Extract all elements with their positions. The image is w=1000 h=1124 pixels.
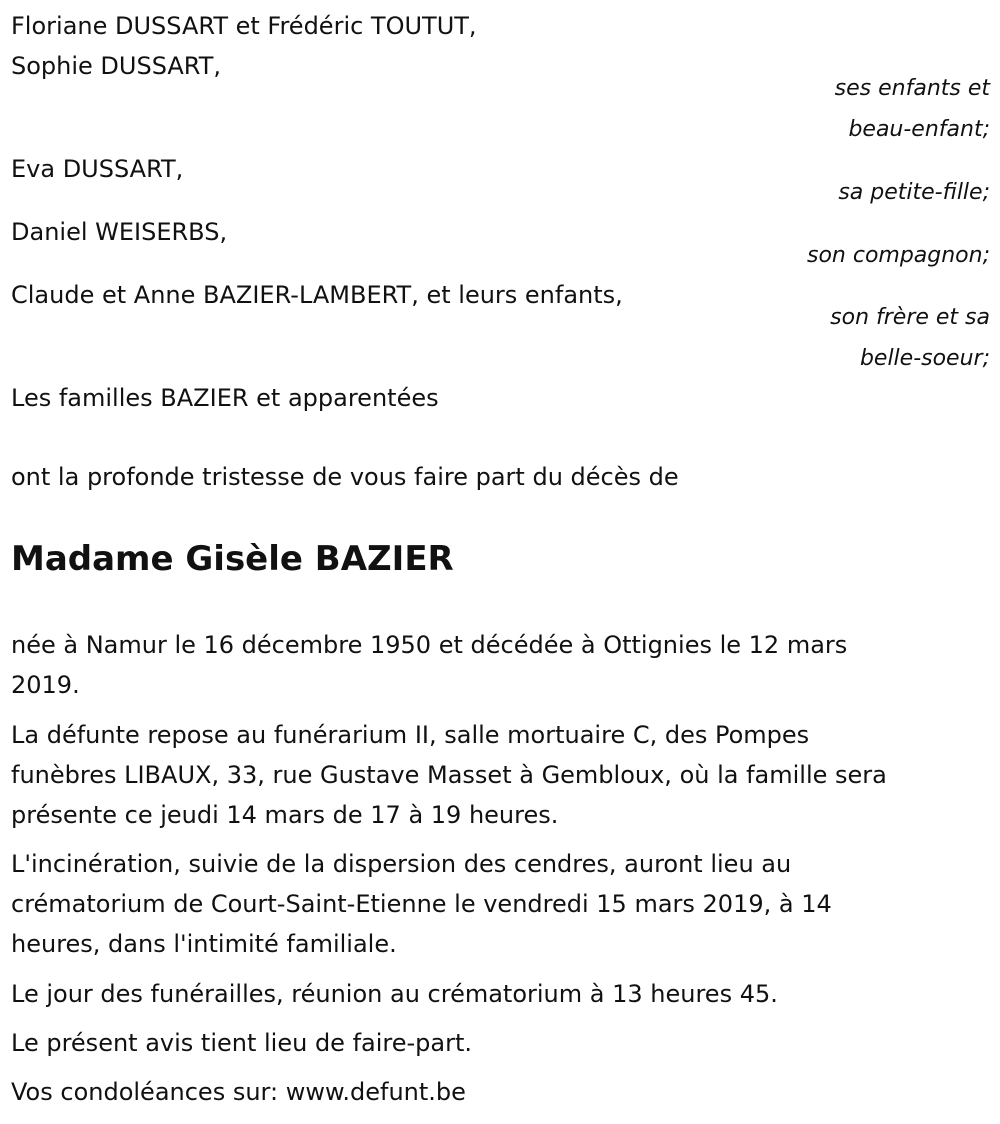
- companion-name: Daniel WEISERBS,: [11, 218, 228, 246]
- cremation-line-1: L'incinération, suivie de la dispersion des cendres, auront lieu au: [11, 850, 792, 878]
- children-names-line-2: Sophie DUSSART,: [11, 52, 222, 80]
- sibling-role-line-1: son frère et sa: [830, 305, 990, 330]
- children-role-line-2: beau-enfant;: [848, 117, 990, 142]
- granddaughter-name: Eva DUSSART,: [11, 155, 184, 183]
- faire-part-notice: Le présent avis tient lieu de faire-part.: [11, 1029, 473, 1057]
- birth-death-line-1: née à Namur le 16 décembre 1950 et décédée à Ottignies le 12 mars: [11, 631, 848, 659]
- repose-line-1: La défunte repose au funérarium II, salle mortuaire C, des Pompes: [11, 721, 810, 749]
- sibling-role-line-2: belle-soeur;: [859, 346, 990, 371]
- children-role-line-1: ses enfants et: [834, 76, 990, 101]
- announcement-text: ont la profonde tristesse de vous faire part du décès de: [11, 463, 679, 491]
- birth-death-paragraph: [11, 625, 971, 705]
- birth-death-line-2: 2019.: [11, 671, 80, 699]
- funeral-meeting-text: Le jour des funérailles, réunion au crématorium à 13 heures 45.: [11, 980, 778, 1008]
- repose-line-2: funèbres LIBAUX, 33, rue Gustave Masset à Gembloux, où la famille sera: [11, 761, 887, 789]
- cremation-paragraph: [11, 844, 971, 964]
- deceased-name: Madame Gisèle BAZIER: [11, 539, 454, 579]
- companion-role: son compagnon;: [806, 243, 990, 268]
- cremation-line-2: crématorium de Court-Saint-Etienne le vendredi 15 mars 2019, à 14: [11, 890, 832, 918]
- granddaughter-role: sa petite-fille;: [838, 180, 990, 205]
- extended-families: Les familles BAZIER et apparentées: [11, 384, 439, 412]
- cremation-line-3: heures, dans l'intimité familiale.: [11, 930, 397, 958]
- condolences-text: Vos condoléances sur: www.defunt.be: [11, 1078, 466, 1106]
- sibling-names: Claude et Anne BAZIER-LAMBERT, et leurs enfants,: [11, 281, 623, 309]
- repose-paragraph: [11, 715, 971, 835]
- repose-line-3: présente ce jeudi 14 mars de 17 à 19 heures.: [11, 801, 559, 829]
- children-names-line-1: Floriane DUSSART et Frédéric TOUTUT,: [11, 12, 477, 40]
